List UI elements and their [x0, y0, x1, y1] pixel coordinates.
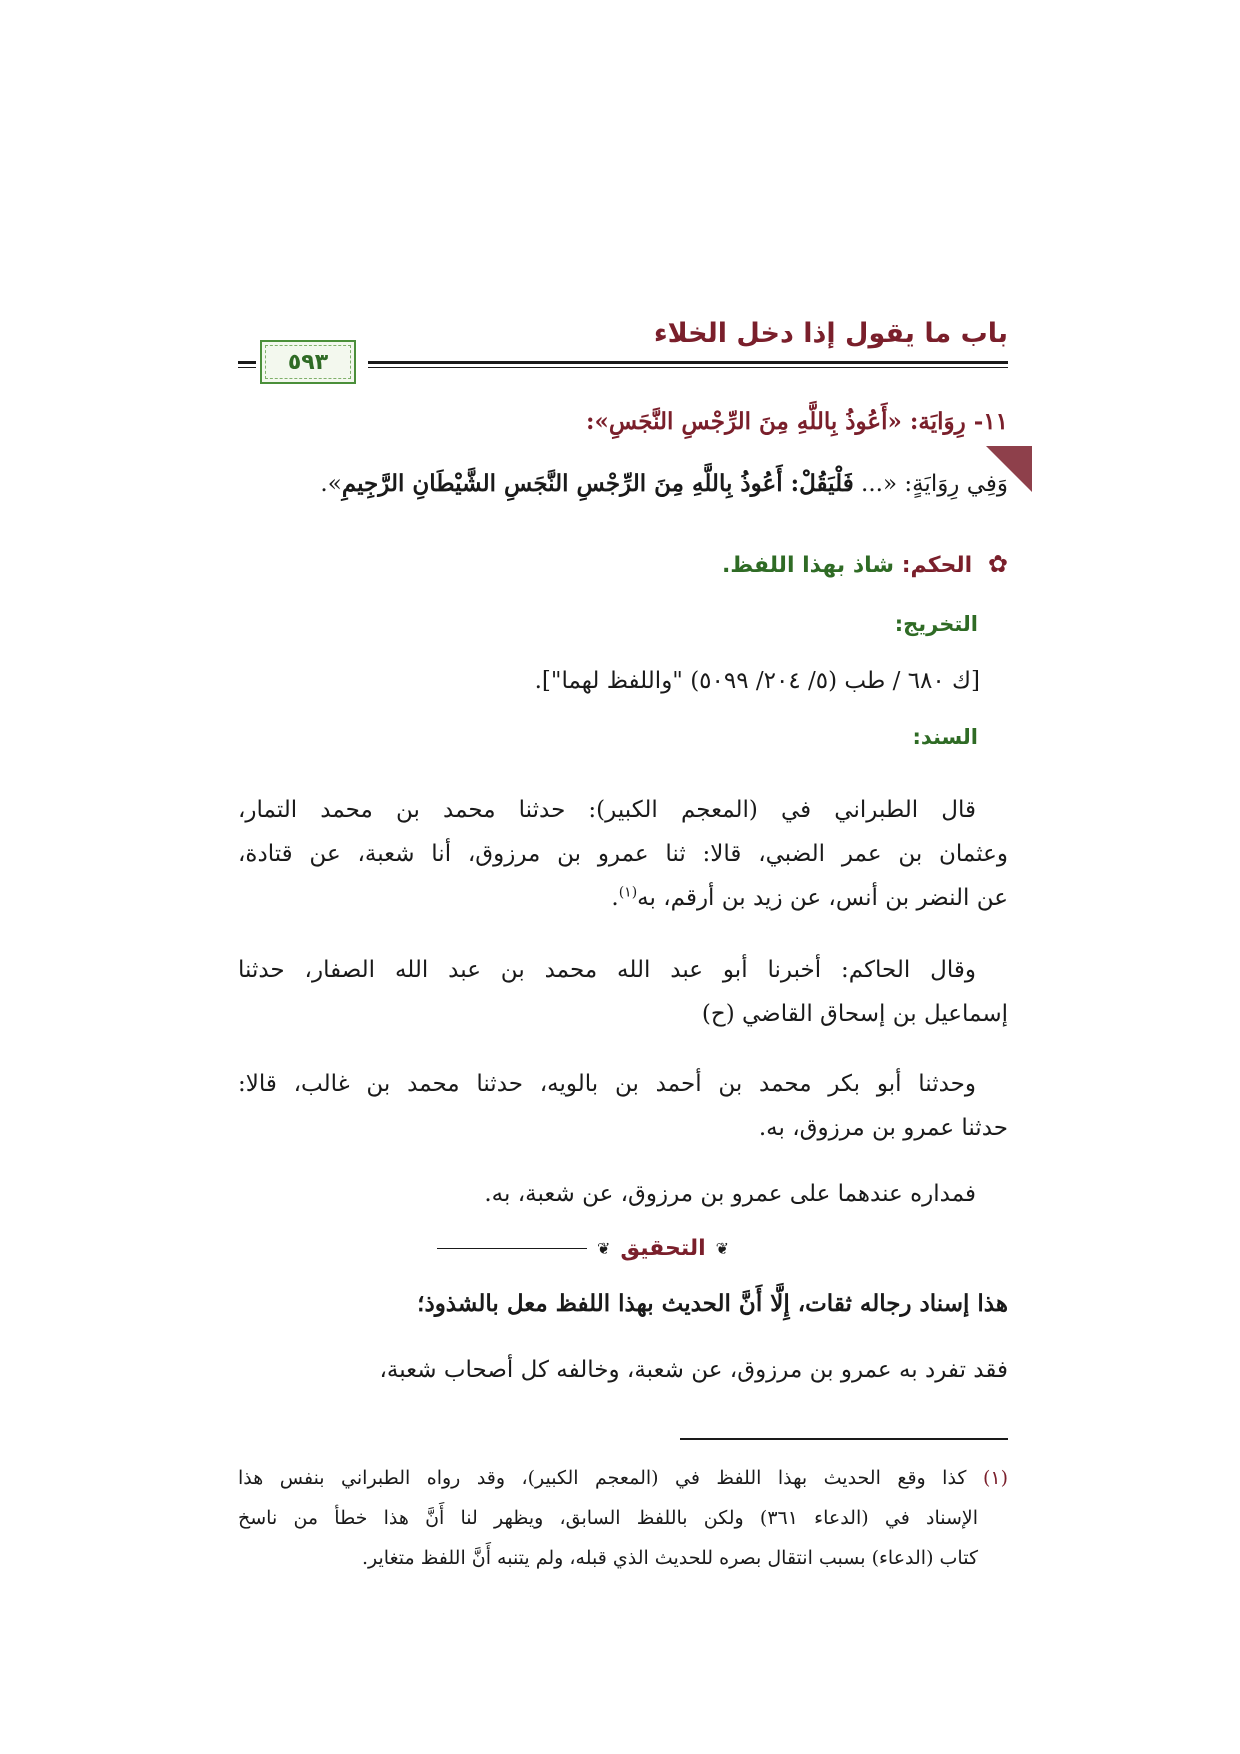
tahqiq-paragraph	[238, 1282, 1008, 1326]
ruling	[722, 550, 1008, 578]
text-line: وعثمان بن عمر الضبي، قالا: ثنا عمرو بن مرزوق، أنا شعبة، عن قتادة،	[238, 841, 1008, 867]
text-line: وحدثنا أبو بكر محمد بن أحمد بن بالويه، حدثنا محمد بن غالب، قالا:	[238, 1071, 976, 1097]
text-line: حدثنا عمرو بن مرزوق، به.	[758, 1115, 1008, 1141]
sanad-paragraph	[238, 948, 1008, 1036]
text-segment: عن النضر بن أنس، عن زيد بن أرقم، به	[637, 885, 1008, 911]
footnote-number: (١)	[982, 1467, 1008, 1489]
header-rule	[368, 367, 1008, 368]
chapter-title: باب ما يقول إذا دخل الخلاء	[653, 318, 1008, 349]
sanad-paragraph	[238, 1062, 1008, 1150]
takhrij-label: التخريج:	[894, 612, 978, 636]
header-rule	[238, 361, 256, 364]
text-line: فقد تفرد به عمرو بن مرزوق، عن شعبة، وخالفه كل أصحاب شعبة،	[379, 1357, 1008, 1383]
tahqiq-label: التحقيق	[620, 1235, 706, 1261]
footnote-ref[interactable]: (١)	[618, 884, 638, 901]
item-text: «أَعُوذُ بِاللَّهِ مِنَ الرِّجْسِ النَّجَسِ»:	[586, 408, 902, 435]
sanad-paragraph	[238, 1172, 1008, 1216]
header-rule	[238, 367, 256, 368]
takhrij-reference: [ك ٦٨٠ / طب (٥/ ٢٠٤/ ٥٠٩٩) "واللفظ لهما"].	[534, 668, 980, 694]
text-line: قال الطبراني في (المعجم الكبير): حدثنا محمد بن محمد التمار،	[238, 797, 976, 823]
footnote-line	[238, 1458, 1008, 1498]
page-number: ٥٩٣	[287, 349, 329, 375]
text-line: فمداره عندهما على عمرو بن مرزوق، عن شعبة، به.	[484, 1181, 976, 1207]
ruling-value: شاذ بهذا اللفظ.	[721, 553, 895, 578]
text-line: وقال الحاكم: أخبرنا أبو عبد الله محمد بن عبد الله الصفار، حدثنا	[238, 957, 976, 983]
item-heading	[238, 400, 1008, 444]
tahqiq-paragraph	[238, 1348, 1008, 1392]
sanad-paragraph	[238, 788, 1008, 920]
footnote-text: كذا وقع الحديث بهذا اللفظ في (المعجم الكبير)، وقد رواه الطبراني بنفس هذا	[238, 1467, 967, 1489]
text-line: إسماعيل بن إسحاق القاضي (ح)	[701, 1001, 1008, 1027]
page-header	[238, 318, 1008, 378]
page-number-badge	[260, 340, 356, 384]
variant-bold-text: فَلْيَقُلْ: أَعُوذُ بِاللَّهِ مِنَ الرِّجْسِ النَّجَسِ الشَّيْطَانِ الرَّجِيمِ	[341, 470, 854, 497]
footnote-line: الإسناد في (الدعاء ٣٦١) ولكن باللفظ السابق، ويظهر لنا أَنَّ هذا خطأ من ناسخ	[238, 1507, 978, 1529]
sanad-label: السند:	[912, 725, 978, 749]
flower-icon: ✿	[987, 550, 1008, 578]
divider-line	[437, 1248, 587, 1249]
ruling-label: الحكم:	[901, 553, 973, 578]
text-line: هذا إسناد رجاله ثقات، إِلَّا أَنَّ الحديث بهذا اللفظ معل بالشذوذ؛	[417, 1290, 1008, 1317]
header-rule	[368, 361, 1008, 364]
item-label: رِوَايَة:	[909, 408, 966, 435]
text-line	[238, 876, 1008, 920]
ornament-icon: ❦	[596, 1238, 611, 1258]
text-segment: .	[611, 885, 619, 911]
footnote-line: كتاب (الدعاء) بسبب انتقال بصره للحديث الذي قبله، ولم يتنبه أَنَّ اللفظ متغاير.	[362, 1547, 978, 1569]
footnote-rule	[680, 1438, 1008, 1440]
ornament-icon: ❦	[715, 1238, 730, 1258]
tahqiq-divider	[238, 1228, 1008, 1268]
variant-suffix: ».	[320, 471, 342, 497]
footnote	[238, 1458, 1008, 1578]
variant-prefix: وَفِي رِوَايَةٍ: «...	[861, 471, 1008, 497]
item-number: ١١-	[973, 408, 1008, 435]
variant-narration	[238, 462, 1008, 506]
